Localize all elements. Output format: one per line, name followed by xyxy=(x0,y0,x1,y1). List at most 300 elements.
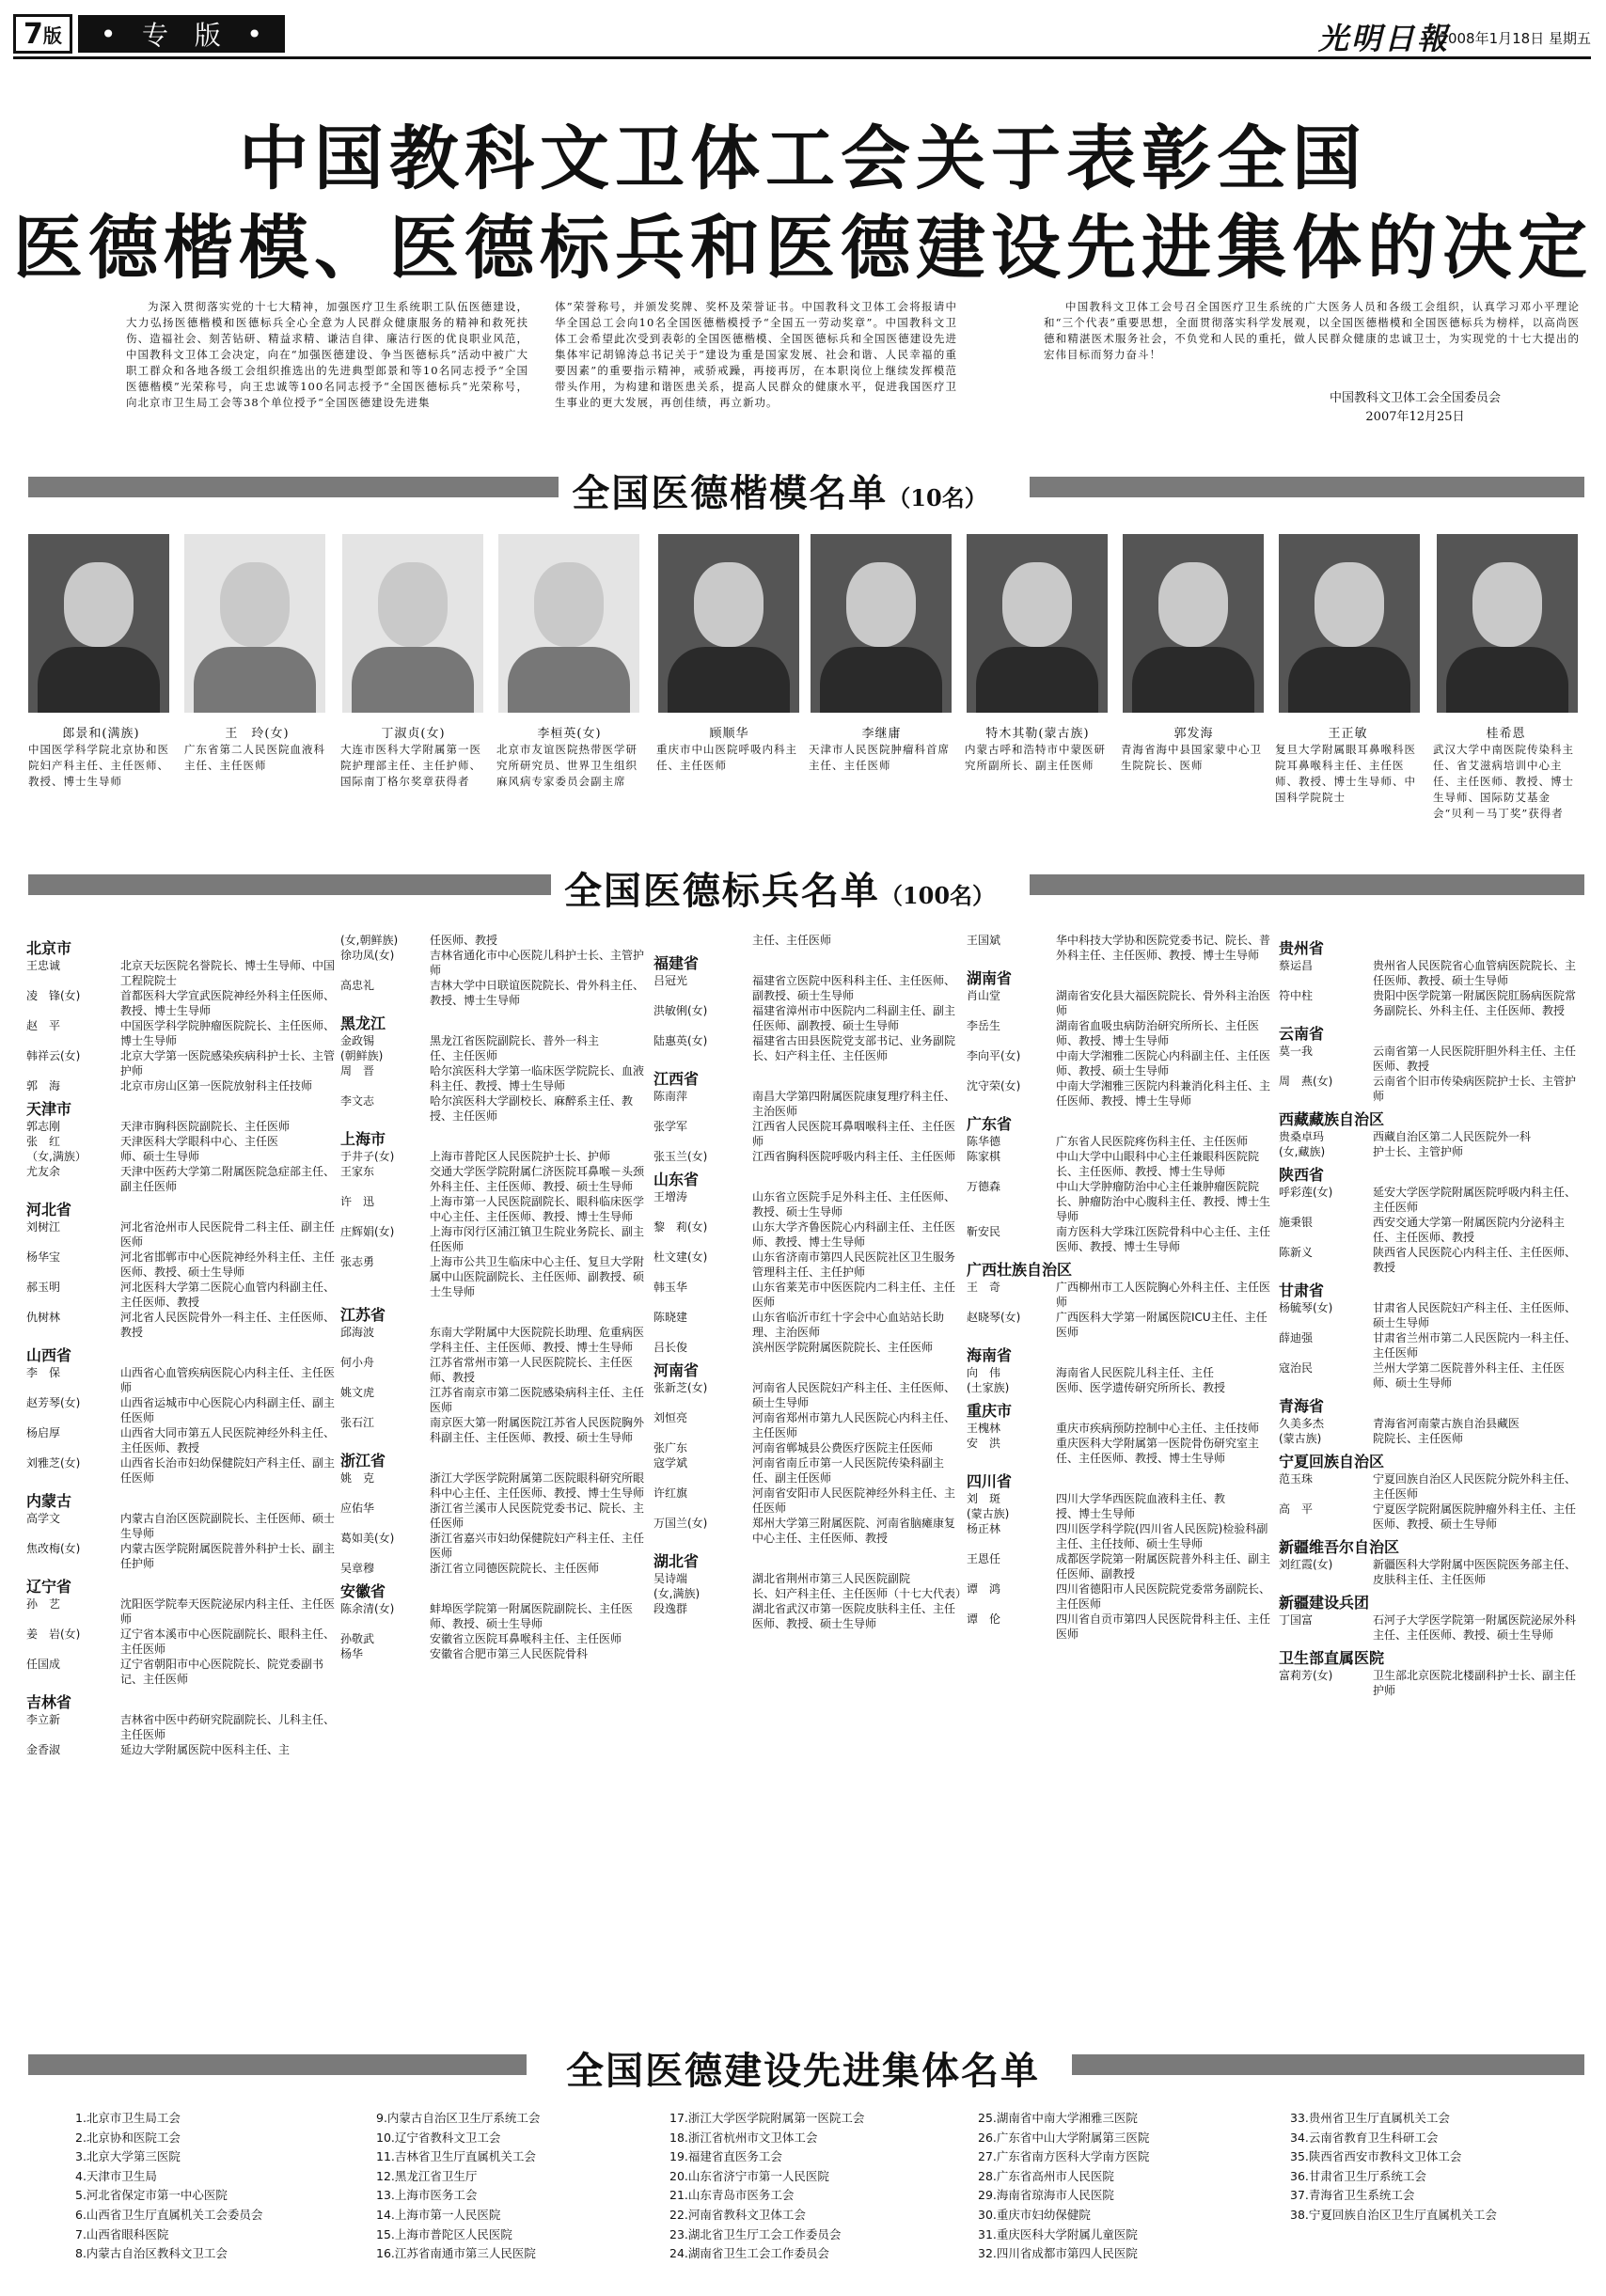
model-name: 桂希恩 xyxy=(1486,727,1526,741)
model-name: 郎景和(满族) xyxy=(62,727,140,741)
exemplars-banner-count: （100名） xyxy=(879,882,996,909)
model-caption xyxy=(340,726,486,790)
exemplar-title: 重庆医科大学附属第一医院骨伤研究室主任、主任医师、教授、博士生导师 xyxy=(1056,1437,1260,1465)
collective-item: 3.北京大学第三医院 xyxy=(75,2149,181,2164)
exemplar-title: 吉林省通化市中心医院儿科护士长、主管护师 xyxy=(430,949,645,977)
portrait-photo xyxy=(498,534,639,713)
exemplar-entry xyxy=(653,1340,964,1355)
exemplar-entry xyxy=(967,1048,1277,1078)
exemplar-title: 广东省人民医院疼伤科主任、主任医师 xyxy=(1056,1135,1249,1148)
collective-item: 38.宁夏回族自治区卫生厅直属机关工会 xyxy=(1290,2207,1497,2222)
province-heading: 江苏省 xyxy=(340,1306,386,1324)
exemplar-title: 卫生部北京医院北楼副科护士长、副主任护师 xyxy=(1373,1669,1577,1697)
collective-item: 6.山西省卫生厅直属机关工会委员会 xyxy=(75,2207,263,2222)
exemplar-entry xyxy=(967,1280,1277,1310)
exemplars-column-3 xyxy=(653,933,968,1631)
province-heading: 江西省 xyxy=(653,1070,700,1088)
collective-item: 15.上海市普陀区人民医院 xyxy=(376,2226,512,2241)
exemplar-entry xyxy=(26,988,341,1018)
exemplar-title: 甘肃省兰州市第二人民医院内一科主任、主任医师 xyxy=(1373,1331,1577,1360)
exemplar-entry xyxy=(653,1410,964,1440)
exemplar-title: 云南省第一人民医院肝胆外科主任、主任医师、教授 xyxy=(1373,1045,1577,1073)
exemplar-name: 张志勇 xyxy=(340,1255,375,1268)
model-description: 天津市人民医院肿瘤科首席主任、主任医师 xyxy=(809,743,950,772)
exemplar-title: 安徽省合肥市第三人民医院骨科 xyxy=(430,1647,589,1660)
exemplar-name: 金香淑 xyxy=(26,1743,61,1756)
exemplar-entry xyxy=(340,1501,651,1531)
province-heading: 四川省 xyxy=(967,1472,1013,1490)
exemplar-name: 徐功凤(女) xyxy=(340,949,395,962)
exemplar-title: 山东省莱芜市中医医院内二科主任、主任医师 xyxy=(752,1281,956,1309)
exemplar-name: 李向平(女) xyxy=(967,1049,1021,1062)
exemplar-title: 重庆市疾病预防控制中心主任、主任技师 xyxy=(1056,1422,1260,1435)
exemplar-name: (土家族) xyxy=(967,1381,1010,1394)
exemplar-title: 山西省心血管疾病医院心内科主任、主任医师 xyxy=(120,1366,336,1394)
exemplar-title: 天津市胸科医院副院长、主任医师 xyxy=(120,1120,291,1133)
collectives-column xyxy=(376,2109,663,2264)
exemplar-title: 河南省安阳市人民医院神经外科主任、主任医师 xyxy=(752,1486,956,1515)
exemplar-name: 万德森 xyxy=(967,1180,1001,1193)
exemplar-title: 浙江省立同德医院院长、主任医师 xyxy=(430,1562,600,1575)
exemplar-title: 北京大学第一医院感染疾病科护士长、主管护师 xyxy=(120,1049,336,1077)
exemplar-title: 山西省长治市妇幼保健院妇产科主任、副主任医师 xyxy=(120,1456,336,1485)
exemplar-entry xyxy=(1279,1330,1584,1360)
exemplar-entry xyxy=(26,1712,341,1742)
portrait-photo xyxy=(1279,534,1420,713)
model-description: 武汉大学中南医院传染科主任、省艾滋病培训中心主任、主任医师、教授、博士生导师、国际防艾基金会“贝利－马丁奖”获得者 xyxy=(1433,743,1574,820)
exemplar-title: 陕西省人民医院心内科主任、主任医师、教授 xyxy=(1373,1246,1577,1274)
section-label: • 专 版 • xyxy=(78,15,285,53)
exemplar-entry xyxy=(340,1254,651,1299)
collective-item: 7.山西省眼科医院 xyxy=(75,2226,169,2241)
exemplar-title: 黑龙江省医院副院长、普外一科主 xyxy=(430,1034,600,1047)
exemplar-entry xyxy=(340,1470,651,1501)
model-description: 北京市友谊医院热带医学研究所研究员、世界卫生组织麻风病专家委员会副主席 xyxy=(496,743,638,788)
exemplar-title: 滨州医学院附属医院院长、主任医师 xyxy=(752,1341,934,1354)
exemplar-title: 中南大学湘雅二医院心内科副主任、主任医师、教授、硕士生导师 xyxy=(1056,1049,1271,1077)
exemplar-name: 寇治民 xyxy=(1279,1361,1314,1375)
exemplar-entry xyxy=(1279,1185,1584,1215)
exemplar-entry xyxy=(967,1491,1277,1506)
exemplar-entry xyxy=(967,1612,1277,1642)
province-heading: 湖北省 xyxy=(653,1552,700,1570)
exemplar-title: 湖南省血吸虫病防治研究所所长、主任医师、教授、博士生导师 xyxy=(1056,1019,1260,1047)
exemplar-entry xyxy=(1279,1668,1584,1698)
exemplar-name: 陈新义 xyxy=(1279,1246,1314,1259)
exemplar-title: 延安大学医学院附属医院呼吸内科主任、主任医师 xyxy=(1373,1186,1577,1214)
headline-line-2: 医德楷模、医德标兵和医德建设先进集体的决定 xyxy=(13,208,1593,289)
exemplar-title: 首都医科大学宣武医院神经外科主任医师、教授、博士生导师 xyxy=(120,989,336,1017)
exemplar-title: 宁夏医学院附属医院肿瘤外科主任、主任医师、教授、硕士生导师 xyxy=(1373,1502,1577,1531)
exemplar-title: 海南省人民医院儿科主任、主任 xyxy=(1056,1366,1215,1379)
model-name: 郭发海 xyxy=(1173,727,1214,741)
exemplar-entry xyxy=(340,1385,651,1415)
exemplar-entry xyxy=(26,1627,341,1657)
province-heading: 宁夏回族自治区 xyxy=(1279,1453,1385,1470)
exemplar-title: 山东省立医院手足外科主任、主任医师、教授、硕士生导师 xyxy=(752,1190,956,1219)
exemplar-name: 高学文 xyxy=(26,1512,61,1525)
collective-item: 32.四川省成都市第四人民医院 xyxy=(978,2246,1138,2261)
exemplar-entry xyxy=(26,1596,341,1627)
collective-item: 19.福建省直医务工会 xyxy=(669,2149,782,2164)
exemplar-name: 赵 平 xyxy=(26,1019,61,1032)
collective-item: 35.陕西省西安市教科文卫体工会 xyxy=(1290,2149,1462,2164)
province-heading: 福建省 xyxy=(653,954,700,972)
exemplar-name: 吴章穆 xyxy=(340,1562,375,1575)
exemplar-title: 福建省古田县医院党支部书记、业务副院长、妇产科主任、主任医师 xyxy=(752,1034,956,1062)
province-heading: 广东省 xyxy=(967,1115,1013,1133)
exemplar-name: 王槐林 xyxy=(967,1422,1001,1435)
collective-item: 22.河南省教科文卫体工会 xyxy=(669,2207,806,2222)
exemplar-title: 河南省郑州市第九人民医院心内科主任、主任医师 xyxy=(752,1411,956,1439)
exemplar-entry xyxy=(967,1521,1277,1551)
exemplar-name: 仇树林 xyxy=(26,1311,61,1324)
exemplar-name: 韩祥云(女) xyxy=(26,1049,81,1062)
exemplar-title: 河北省邯郸市中心医院神经外科主任、主任医师、教授、硕士生导师 xyxy=(120,1250,336,1279)
exemplar-title: 湖南省安化县大福医院院长、骨外科主治医师 xyxy=(1056,989,1271,1017)
exemplar-title: 四川省自贡市第四人民医院骨科主任、主任医师 xyxy=(1056,1612,1271,1641)
model-description: 大连市医科大学附属第一医院护理部主任、主任护师、国际南丁格尔奖章获得者 xyxy=(340,743,481,788)
exemplar-name: 陈南萍 xyxy=(653,1090,688,1103)
exemplar-name: 刘红霞(女) xyxy=(1279,1558,1333,1571)
exemplar-title: 医师、医学遗传研究所所长、教授 xyxy=(1056,1381,1226,1394)
collective-item: 16.江苏省南通市第三人民医院 xyxy=(376,2246,536,2261)
issue-date: 2008年1月18日 星期五 xyxy=(1439,30,1591,47)
collective-item: 34.云南省教育卫生科研工会 xyxy=(1290,2130,1439,2145)
exemplar-title: 中山大学肿瘤防治中心主任兼肿瘤医院院长、肿瘤防治中心腹科主任、教授、博士生导师 xyxy=(1056,1180,1271,1223)
exemplars-column-1 xyxy=(26,933,341,1757)
collective-item: 8.内蒙古自治区教科文卫工会 xyxy=(75,2246,228,2261)
exemplar-entry xyxy=(1279,1044,1584,1074)
exemplar-title: 南昌大学第四附属医院康复理疗科主任、主治医师 xyxy=(752,1090,956,1118)
exemplar-title: 河北省人民医院骨外一科主任、主任医师、教授 xyxy=(120,1311,336,1339)
exemplar-title: 甘肃省人民医院妇产科主任、主任医师、硕士生导师 xyxy=(1373,1301,1577,1329)
exemplar-name: (蒙古族) xyxy=(967,1507,1010,1520)
exemplar-name: 许 迅 xyxy=(340,1195,375,1208)
exemplar-entry xyxy=(26,1425,341,1455)
exemplar-name: 郭 海 xyxy=(26,1079,61,1093)
model-caption xyxy=(1433,726,1579,822)
exemplar-title: 江苏省南京市第二医院感染病科主任、主任医师 xyxy=(430,1386,645,1414)
exemplar-name: 向 伟 xyxy=(967,1366,1001,1379)
models-banner xyxy=(0,467,1606,514)
exemplars-banner xyxy=(0,865,1606,912)
collectives-column xyxy=(1290,2109,1582,2225)
exemplar-title: 宁夏回族自治区人民医院分院外科主任、主任医师 xyxy=(1373,1472,1577,1501)
exemplar-entry xyxy=(26,1164,341,1194)
exemplar-title: 吉林大学中日联谊医院院长、骨外科主任、教授、博士生导师 xyxy=(430,979,645,1007)
exemplar-entry xyxy=(340,1561,651,1576)
exemplar-title: 浙江省嘉兴市妇幼保健院妇产科主任、主任医师 xyxy=(430,1532,645,1560)
exemplar-name: 何小舟 xyxy=(340,1356,375,1369)
exemplar-entry xyxy=(26,1149,341,1164)
exemplar-entry xyxy=(1279,1144,1584,1159)
exemplars-column-4 xyxy=(967,933,1277,1642)
exemplar-name: 张广东 xyxy=(653,1441,688,1455)
exemplar-title: 山西省大同市第五人民医院神经外科主任、主任医师、教授 xyxy=(120,1426,336,1455)
masthead xyxy=(13,13,1591,59)
exemplar-title: 福建省漳州市中医院内二科副主任、副主任医师、副教授、硕士生导师 xyxy=(752,1004,956,1032)
collective-item: 12.黑龙江省卫生厅 xyxy=(376,2168,478,2183)
province-heading: 云南省 xyxy=(1279,1025,1325,1043)
exemplar-entry xyxy=(26,1541,341,1571)
exemplar-entry xyxy=(340,1224,651,1254)
exemplar-name: 安 洪 xyxy=(967,1437,1001,1450)
exemplar-name: 陆惠英(女) xyxy=(653,1034,708,1047)
exemplar-name: 万国兰(女) xyxy=(653,1517,708,1530)
exemplar-name: (女,满族) xyxy=(653,1587,701,1600)
exemplar-title: 云南省个旧市传染病医院护士长、主管护师 xyxy=(1373,1075,1577,1103)
exemplar-name: (朝鲜族) xyxy=(340,1049,384,1062)
exemplar-name: 莫一我 xyxy=(1279,1045,1314,1058)
exemplar-name: 刘恒亮 xyxy=(653,1411,688,1424)
province-heading: 河北省 xyxy=(26,1201,72,1219)
collective-item: 20.山东省济宁市第一人民医院 xyxy=(669,2168,829,2183)
model-name: 王正敏 xyxy=(1328,727,1368,741)
exemplar-entry xyxy=(26,1134,341,1149)
exemplar-name: 杨毓琴(女) xyxy=(1279,1301,1333,1314)
exemplar-entry xyxy=(340,1325,651,1355)
exemplar-title: 内蒙古自治区医院副院长、主任医师、硕士生导师 xyxy=(120,1512,336,1540)
exemplar-name: 张 红 xyxy=(26,1135,61,1148)
exemplar-name: 王国斌 xyxy=(967,934,1001,947)
exemplar-title: 主任、主任医师 xyxy=(752,934,832,947)
exemplar-title: 辽宁省朝阳市中心医院院长、院党委副书记、主任医师 xyxy=(120,1658,324,1686)
exemplar-entry xyxy=(653,1380,964,1410)
exemplar-title: 华中科技大学协和医院党委书记、院长、普外科主任、主任医师、教授、博士生导师 xyxy=(1056,934,1271,962)
exemplar-name: 吕长俊 xyxy=(653,1341,688,1354)
exemplar-name: 杨正林 xyxy=(967,1522,1001,1535)
collectives-column xyxy=(669,2109,970,2264)
province-heading: 湖南省 xyxy=(967,969,1013,987)
exemplar-name: 王增涛 xyxy=(653,1190,688,1203)
exemplar-name: 郭志刚 xyxy=(26,1120,61,1133)
province-heading: 西藏藏族自治区 xyxy=(1279,1110,1385,1128)
exemplar-name: 沈守荣(女) xyxy=(967,1079,1021,1093)
exemplar-entry xyxy=(26,1310,341,1340)
exemplar-title: 山东省济南市第四人民医院社区卫生服务管理科主任、主任护师 xyxy=(752,1250,956,1279)
exemplar-entry xyxy=(967,933,1277,963)
exemplars-banner-title: 全国医德标兵名单 xyxy=(563,869,880,913)
model-caption xyxy=(496,726,642,790)
model-name: 顾顺华 xyxy=(709,727,749,741)
collective-item: 13.上海市医务工会 xyxy=(376,2188,478,2203)
province-heading: 新疆维吾尔自治区 xyxy=(1279,1538,1400,1556)
collective-item: 9.内蒙古自治区卫生厅系统工会 xyxy=(376,2111,541,2125)
exemplar-entry xyxy=(967,1078,1277,1109)
exemplar-title: 护士长、主管护师 xyxy=(1373,1145,1464,1158)
exemplar-title: 广西柳州市工人医院胸心外科主任、主任医师 xyxy=(1056,1281,1271,1309)
exemplar-title: 浙江大学医学院附属第二医院眼科研究所眼科中心主任、主任医师、教授、博士生导师 xyxy=(430,1471,645,1500)
exemplar-entry xyxy=(653,1455,964,1486)
exemplar-entry xyxy=(340,978,651,1008)
exemplar-entry xyxy=(1279,1129,1584,1144)
exemplar-name: (蒙古族) xyxy=(1279,1432,1322,1445)
exemplar-name: 许红旗 xyxy=(653,1486,688,1500)
exemplar-name: 杨启厚 xyxy=(26,1426,61,1439)
model-name: 李继庸 xyxy=(861,727,902,741)
exemplar-title: 北京天坛医院名誉院长、博士生导师、中国工程院院士 xyxy=(120,959,336,987)
province-heading: 辽宁省 xyxy=(26,1578,72,1596)
exemplar-entry xyxy=(340,948,651,978)
exemplar-entry xyxy=(340,1149,651,1164)
collective-item: 11.吉林省卫生厅直属机关工会 xyxy=(376,2149,536,2164)
exemplar-name: 高 平 xyxy=(1279,1502,1314,1516)
exemplar-entry xyxy=(653,1440,964,1455)
model-caption xyxy=(965,726,1110,774)
exemplar-entry xyxy=(26,1219,341,1250)
exemplar-name xyxy=(653,933,752,948)
model-description: 内蒙古呼和浩特市中蒙医研究所副所长、副主任医师 xyxy=(965,743,1106,772)
exemplar-name: 郝玉明 xyxy=(26,1281,61,1294)
exemplar-name: 金政锡 xyxy=(340,1034,375,1047)
models-banner-count: （10名） xyxy=(888,484,987,511)
exemplar-entry xyxy=(340,1531,651,1561)
exemplar-title: 上海市普陀区人民医院护士长、护师 xyxy=(430,1150,611,1163)
exemplar-name: 张石江 xyxy=(340,1416,375,1429)
exemplar-entry xyxy=(26,1078,341,1093)
collectives-column xyxy=(978,2109,1283,2264)
exemplar-entry xyxy=(653,1033,964,1063)
exemplar-name: 葛如美(女) xyxy=(340,1532,395,1545)
exemplar-title: 河北省沧州市人民医院骨二科主任、副主任医师 xyxy=(120,1220,336,1249)
exemplar-title: 河北医科大学第二医院心血管内科副主任、主任医师、教授 xyxy=(120,1281,336,1309)
province-heading: 陕西省 xyxy=(1279,1166,1325,1184)
exemplar-entry xyxy=(1279,1074,1584,1104)
exemplar-name: 陈华德 xyxy=(967,1135,1001,1148)
exemplar-name: 张学军 xyxy=(653,1120,688,1133)
exemplar-entry xyxy=(1279,1245,1584,1275)
exemplar-title: 安徽省立医院耳鼻喉科主任、主任医师 xyxy=(430,1632,622,1645)
exemplar-name: 杨华 xyxy=(340,1647,364,1660)
models-banner-title: 全国医德楷模名单 xyxy=(572,471,889,515)
exemplar-title: 成都医学院第一附属医院普外科主任、副主任医师、副教授 xyxy=(1056,1552,1271,1580)
model-description: 中国医学科学院北京协和医院妇产科主任、主任医师、教授、博士生导师 xyxy=(28,743,169,788)
collectives-banner-title: 全国医德建设先进集体名单 xyxy=(553,2049,1053,2093)
exemplar-title: 长、妇产科主任、主任医师（十七大代表） xyxy=(752,1587,968,1600)
collective-item: 14.上海市第一人民医院 xyxy=(376,2207,501,2222)
exemplar-name: (女,朝鲜族) xyxy=(340,934,399,947)
collective-item: 24.湖南省卫生工会工作委员会 xyxy=(669,2246,829,2261)
collective-item: 37.青海省卫生系统工会 xyxy=(1290,2188,1415,2203)
exemplar-name: 蔡运昌 xyxy=(1279,959,1314,972)
province-heading: 贵州省 xyxy=(1279,939,1325,957)
model-caption xyxy=(28,726,174,790)
exemplar-name: 符中柱 xyxy=(1279,989,1314,1002)
collective-item: 28.广东省高州市人民医院 xyxy=(978,2168,1114,2183)
exemplar-name: 姚 克 xyxy=(340,1471,375,1485)
exemplar-title: 江西省胸科医院呼吸内科主任、主任医师 xyxy=(752,1150,956,1163)
exemplar-entry xyxy=(653,933,964,948)
exemplar-name: 孙 艺 xyxy=(26,1597,61,1611)
collective-item: 29.海南省琼海市人民医院 xyxy=(978,2188,1114,2203)
exemplar-entry xyxy=(653,1586,968,1601)
model-caption xyxy=(656,726,802,774)
model-description: 青海省海中县国家蒙中心卫生院院长、医师 xyxy=(1121,743,1262,772)
exemplars-column-2 xyxy=(340,933,651,1661)
exemplar-entry xyxy=(967,1551,1277,1581)
exemplar-name: 凌 锋(女) xyxy=(26,989,81,1002)
province-heading: 浙江省 xyxy=(340,1452,386,1470)
exemplar-title: 上海市公共卫生临床中心主任、复旦大学附属中山医院副院长、主任医师、副教授、硕士生导师 xyxy=(430,1255,645,1298)
collective-item: 26.广东省中山大学附属第三医院 xyxy=(978,2130,1150,2145)
province-heading: 甘肃省 xyxy=(1279,1282,1325,1299)
exemplar-entry xyxy=(653,1310,964,1340)
collective-item: 27.广东省南方医科大学南方医院 xyxy=(978,2149,1150,2164)
exemplar-name: 呼彩莲(女) xyxy=(1279,1186,1333,1199)
portrait-photo xyxy=(811,534,952,713)
exemplar-name: 刘雅芝(女) xyxy=(26,1456,81,1470)
exemplar-title: 吉林省中医中药研究院副院长、儿科主任、主任医师 xyxy=(120,1713,336,1741)
exemplar-entry xyxy=(967,1134,1277,1149)
exemplar-entry xyxy=(653,1571,964,1586)
exemplar-entry xyxy=(26,1250,341,1280)
collective-item: 31.重庆医科大学附属儿童医院 xyxy=(978,2226,1138,2241)
exemplar-title: 贵州省人民医院省心血管病医院院长、主任医师、教授、硕士生导师 xyxy=(1373,959,1577,987)
exemplar-name: 姜 岩(女) xyxy=(26,1628,81,1641)
exemplar-title: 蚌埠医学院第一附属医院副院长、主任医师、教授、硕士生导师 xyxy=(430,1602,634,1630)
page-number: 7 版 xyxy=(13,14,72,54)
exemplar-name: 久美多杰 xyxy=(1279,1417,1325,1430)
collective-item: 17.浙江大学医学院附属第一医院工会 xyxy=(669,2111,865,2125)
intro-col-2: 体”荣誉称号，并颁发奖牌、奖杯及荣誉证书。中国教科文卫体工会将报请中华全国总工会向10名全国医德楷模授予“全国五一劳动奖章”。中国教科文卫体工会希望此次受到表彰的全国医德楷模、全国医德标兵和全国医德建设先进集体牢记胡锦涛总书记关于“建设为重是国家发展、社会和谐、人民幸福的重要因素”的重要指示精神，戒骄戒躁，再接再厉，在本职岗位上继续发挥模范带头作用，为构建和谐医患关系，提高人民群众的健康水平，促进我国医疗卫生事业的更大发展，再创佳绩，再立新功。 xyxy=(555,300,957,409)
exemplar-title: 山西省运城市中心医院心内科副主任、副主任医师 xyxy=(120,1396,336,1424)
province-heading: 卫生部直属医院 xyxy=(1279,1649,1385,1667)
exemplar-title: 哈尔滨医科大学副校长、麻醉系主任、教授、主任医师 xyxy=(430,1094,634,1123)
collectives-column xyxy=(75,2109,367,2264)
exemplar-title: 中山大学中山眼科中心主任兼眼科医院院长、主任医师、教授、博士生导师 xyxy=(1056,1150,1260,1178)
signature: 中国教科文卫体工会全国委员会 2007年12月25日 xyxy=(1329,391,1501,424)
collective-item: 18.浙江省杭州市文卫体工会 xyxy=(669,2130,818,2145)
portrait-photo xyxy=(967,534,1108,713)
collective-item: 21.山东青岛市医务工会 xyxy=(669,2188,795,2203)
exemplar-name: 陈晓建 xyxy=(653,1311,688,1324)
collective-item: 10.辽宁省教科文卫工会 xyxy=(376,2130,501,2145)
exemplar-title: 福建省立医院中医科科主任、主任医师、副教授、硕士生导师 xyxy=(752,974,956,1002)
exemplar-entry xyxy=(653,1516,964,1546)
exemplar-entry xyxy=(340,1048,651,1063)
model-name: 丁淑贞(女) xyxy=(381,727,446,741)
exemplar-title: 山东省临沂市红十字会中心血站站长助理、主治医师 xyxy=(752,1311,945,1339)
exemplar-title: 天津中医药大学第二附属医院急症部主任、副主任医师 xyxy=(120,1165,336,1193)
portrait-photo xyxy=(1123,534,1264,713)
exemplar-name: 贵桑卓玛 xyxy=(1279,1130,1325,1143)
exemplar-title: 山东大学齐鲁医院心内科副主任、主任医师、教授、博士生导师 xyxy=(752,1220,956,1249)
exemplar-entry xyxy=(26,1280,341,1310)
exemplar-entry xyxy=(340,1033,651,1048)
exemplar-title: 西安交通大学第一附属医院内分泌科主任、主任医师、教授 xyxy=(1373,1216,1566,1244)
exemplar-title: 师、硕士生导师 xyxy=(120,1150,200,1163)
exemplar-entry xyxy=(340,1601,651,1631)
exemplar-entry xyxy=(967,1018,1277,1048)
exemplar-entry xyxy=(340,1093,651,1124)
exemplar-title: 北京市房山区第一医院放射科主任技师 xyxy=(120,1079,313,1093)
exemplar-name: 李文志 xyxy=(340,1094,375,1108)
exemplar-title: 西藏自治区第二人民医院外一科 xyxy=(1373,1130,1532,1143)
collective-item: 1.北京市卫生局工会 xyxy=(75,2111,181,2125)
exemplar-entry xyxy=(26,1742,341,1757)
exemplar-name: 陈家棋 xyxy=(967,1150,1001,1163)
exemplar-title: 郑州大学第三附属医院、河南省脑瘫康复中心主任、主任医师、教授 xyxy=(752,1517,956,1545)
exemplar-name: 尤友余 xyxy=(26,1165,61,1178)
exemplar-name: 富莉芳(女) xyxy=(1279,1669,1333,1682)
province-heading: 河南省 xyxy=(653,1361,700,1379)
exemplar-name: 寇学斌 xyxy=(653,1456,688,1470)
province-heading: 内蒙古 xyxy=(26,1492,72,1510)
exemplar-title: 石河子大学医学院第一附属医院泌尿外科主任、主任医师、教授、硕士生导师 xyxy=(1373,1613,1577,1642)
exemplar-entry xyxy=(340,1194,651,1224)
exemplar-entry xyxy=(1279,1502,1584,1532)
